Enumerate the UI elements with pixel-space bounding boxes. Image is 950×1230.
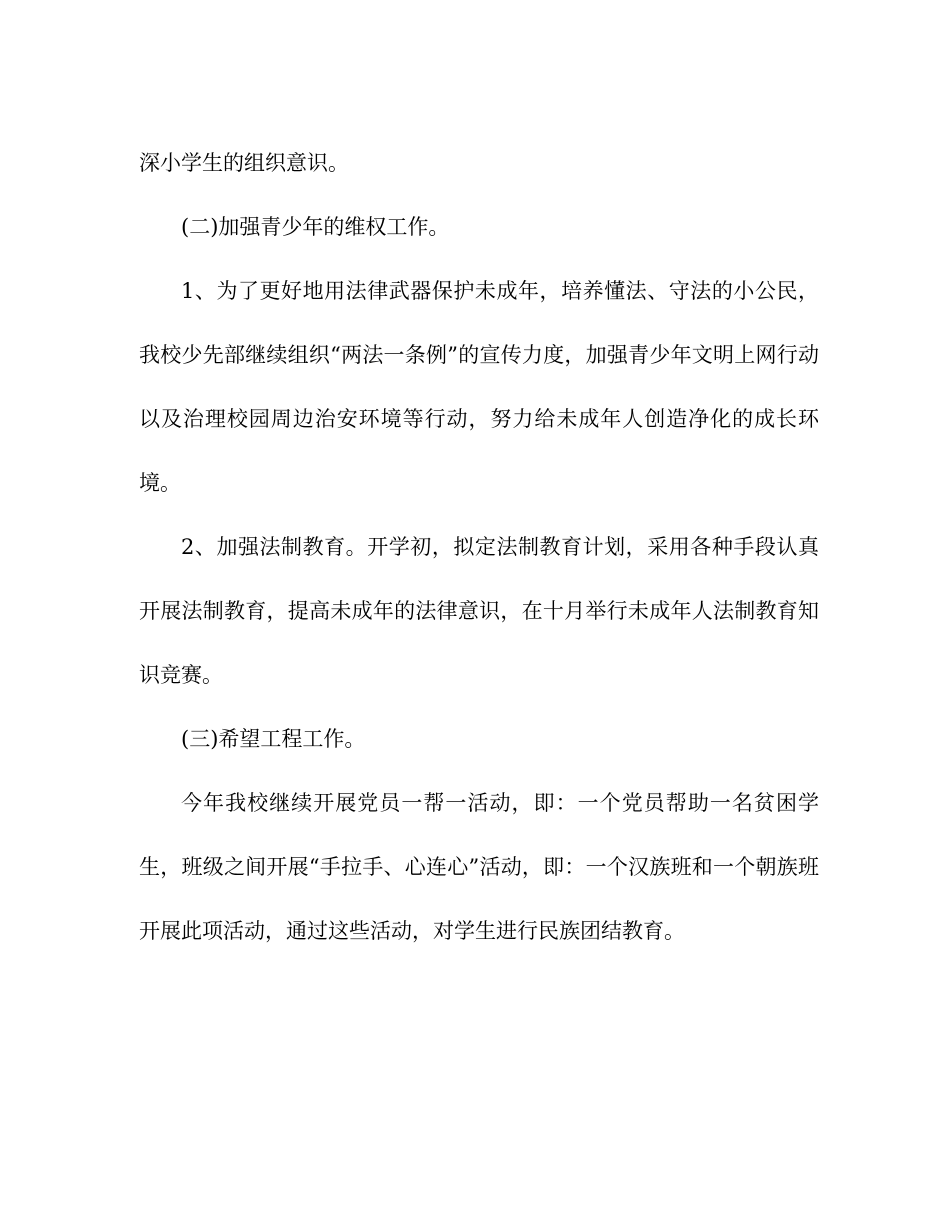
document-body — [139, 131, 819, 963]
paragraph-hope-project: 今年我校继续开展党员一帮一活动，即：一个党员帮助一名贫困学生，班级之间开展“手拉手、心连心”活动，即：一个汉族班和一个朝族班开展此项活动，通过这些活动，对学生进行民族团结教育。 — [139, 791, 819, 943]
section-heading-2: (二)加强青少年的维权工作。 — [181, 215, 450, 239]
section-heading-3: (三)希望工程工作。 — [181, 727, 366, 751]
paragraph-1: 深小学生的组织意识。 — [139, 151, 349, 175]
paragraph-item-2: 2、加强法制教育。开学初，拟定法制教育计划，采用各种手段认真开展法制教育，提高未成年的法律意识，在十月举行未成年人法制教育知识竞赛。 — [139, 535, 819, 687]
paragraph-item-1: 1、为了更好地用法律武器保护未成年，培养懂法、守法的小公民，我校少先部继续组织“两法一条例”的宣传力度，加强青少年文明上网行动以及治理校园周边治安环境等行动，努力给未成年人创造净化的成长环境。 — [139, 279, 819, 495]
